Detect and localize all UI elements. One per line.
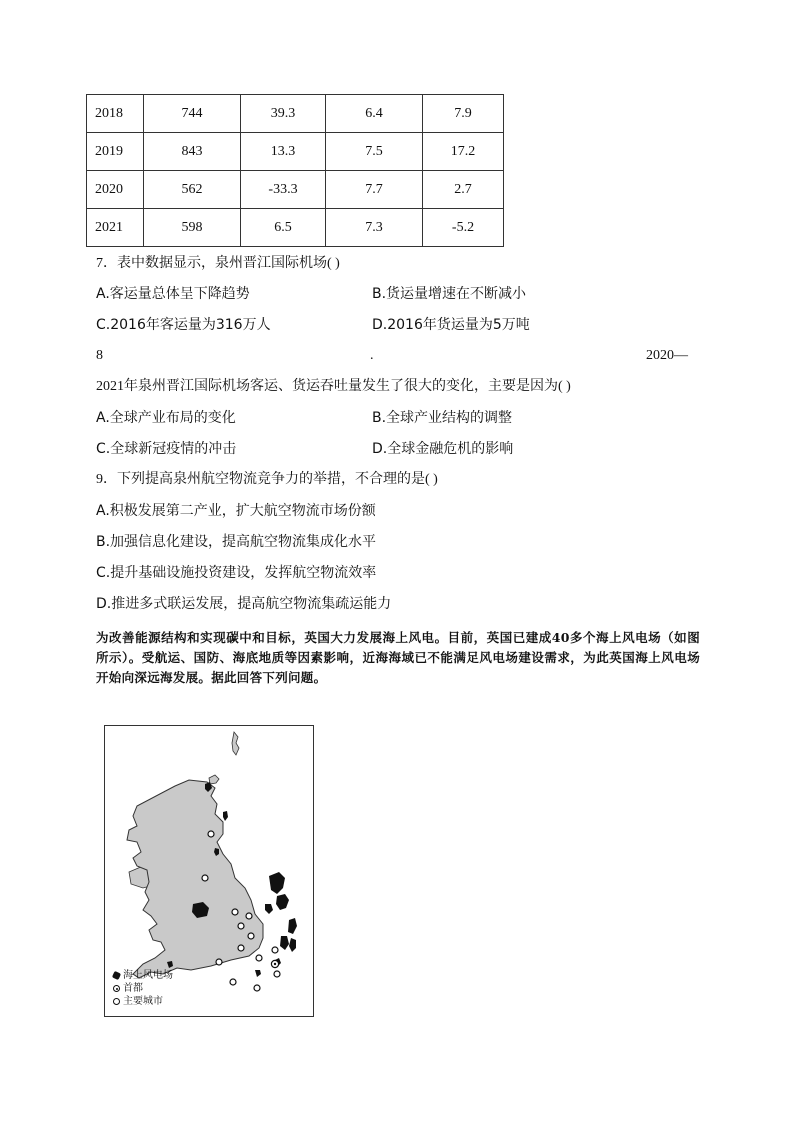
table-cell: 6.4: [326, 95, 423, 133]
map-legend: [113, 969, 173, 1008]
q8-option-a: A.全球产业布局的变化: [96, 410, 236, 426]
table-cell: 17.2: [423, 133, 504, 171]
city-marker: [246, 913, 252, 919]
q8-option-b: B.全球产业结构的调整: [372, 410, 513, 426]
q8-dot: .: [370, 348, 374, 363]
table-row: [87, 209, 504, 247]
orkney-islands: [209, 775, 219, 784]
q9-stem: 9．下列提高泉州航空物流竞争力的举措，不合理的是( ): [96, 472, 438, 487]
city-marker: [216, 959, 222, 965]
wind-farm: [289, 938, 296, 952]
uk-wind-farm-map: [104, 725, 314, 1017]
table-cell: 2020: [87, 171, 144, 209]
table-cell: 6.5: [241, 209, 326, 247]
city-marker: [202, 875, 208, 881]
q8-option-d: D.全球金融危机的影响: [372, 441, 514, 457]
city-marker: [272, 947, 278, 953]
city-marker: [274, 971, 280, 977]
table-cell: -5.2: [423, 209, 504, 247]
table-cell: 2019: [87, 133, 144, 171]
table-row: [87, 95, 504, 133]
q8-stem: 2021年泉州晋江国际机场客运、货运吞吐量发生了很大的变化，主要是因为( ): [96, 379, 571, 394]
q8-option-c: C.全球新冠疫情的冲击: [96, 441, 237, 457]
legend-row-capital: [113, 982, 173, 995]
q9-option-a: A.积极发展第二产业，扩大航空物流市场份额: [96, 503, 376, 519]
city-marker: [208, 831, 214, 837]
city-marker: [232, 909, 238, 915]
q7-option-b: B.货运量增速在不断减小: [372, 286, 527, 302]
wind-farm: [280, 936, 289, 950]
shetland-islands: [232, 732, 239, 755]
city-marker: [256, 955, 262, 961]
q9-option-c: C.提升基础设施投资建设，发挥航空物流效率: [96, 565, 377, 581]
wind-farm: [269, 872, 285, 894]
open-circle-icon: [113, 998, 120, 1005]
q8-number: 8: [96, 348, 103, 363]
table-cell: 7.5: [326, 133, 423, 171]
table-cell: 7.9: [423, 95, 504, 133]
q9-option-b: B.加强信息化建设，提高航空物流集成化水平: [96, 534, 377, 550]
dotted-circle-icon: [113, 985, 120, 992]
q9-option-d: D.推进多式联运发展，提高航空物流集疏运能力: [96, 596, 392, 612]
table-row: [87, 133, 504, 171]
table-cell: 2021: [87, 209, 144, 247]
city-marker: [238, 923, 244, 929]
table-cell: 7.3: [326, 209, 423, 247]
legend-label-farm: 海上风电场: [123, 970, 173, 981]
legend-row-city: [113, 995, 173, 1008]
table-cell: 562: [144, 171, 241, 209]
data-table: [86, 94, 504, 247]
legend-row-farm: [113, 969, 173, 982]
table-cell: 2.7: [423, 171, 504, 209]
city-marker: [254, 985, 260, 991]
reading-passage: [96, 628, 700, 696]
table-cell: 2018: [87, 95, 144, 133]
q7-option-d: D.2016年货运量为5万吨: [372, 317, 530, 333]
city-marker: [238, 945, 244, 951]
table-cell: 13.3: [241, 133, 326, 171]
wind-farm: [265, 904, 273, 914]
q7-stem: 7．表中数据显示，泉州晋江国际机场( ): [96, 256, 340, 271]
q8-years-tail: 2020—: [646, 348, 688, 363]
q7-option-c: C.2016年客运量为316万人: [96, 317, 271, 333]
table-cell: -33.3: [241, 171, 326, 209]
wind-farm: [276, 894, 289, 910]
wind-farm: [288, 918, 297, 934]
table-cell: 7.7: [326, 171, 423, 209]
legend-label-capital: 首都: [123, 983, 143, 994]
city-marker: [248, 933, 254, 939]
filled-blob-icon: [112, 971, 121, 980]
table-cell: 843: [144, 133, 241, 171]
legend-label-city: 主要城市: [123, 996, 163, 1007]
q7-option-a: A.客运量总体呈下降趋势: [96, 286, 250, 302]
table-row: [87, 171, 504, 209]
city-marker: [230, 979, 236, 985]
passage-text: 为改善能源结构和实现碳中和目标，英国大力发展海上风电。目前，英国已建成40多个海上风电场（如图所示）。受航运、国防、海底地质等因素影响，近海海域已不能满足风电场建设需求，为此英国海上风电场开始向深远海发展。据此回答下列问题。: [96, 630, 700, 685]
capital-london: [271, 960, 278, 967]
table-cell: 39.3: [241, 95, 326, 133]
table-cell: 598: [144, 209, 241, 247]
table-cell: 744: [144, 95, 241, 133]
wind-farm: [255, 970, 261, 977]
wind-farm: [223, 811, 228, 821]
